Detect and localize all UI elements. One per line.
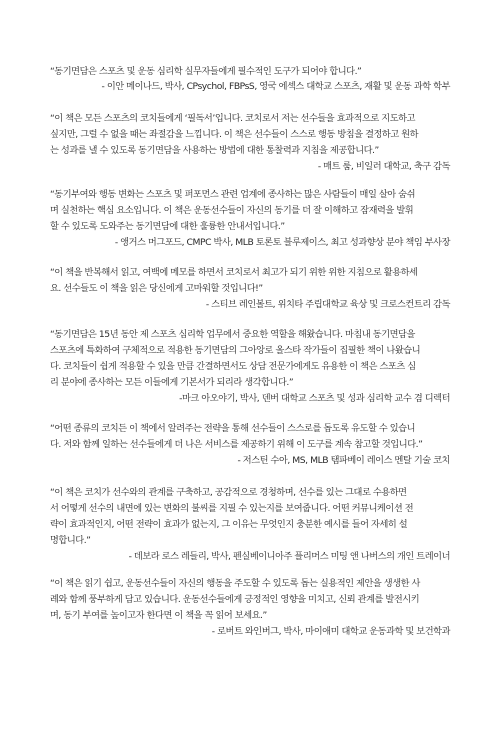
testimonial-3 [50,189,450,253]
testimonial-quote-line: “동기면담은 15년 동안 제 스포츠 심리학 업무에서 중요한 역할을 해왔습니다. 마침내 동기면담을 [50,329,415,340]
testimonial-quote-line: “이 책은 읽기 쉽고, 운동선수들이 자신의 행동을 주도할 수 있도록 돕는 실용적인 제안을 생생한 사 [50,578,420,589]
testimonial-quote-line: 명합니다.” [50,535,91,546]
testimonial-quote-line: 며 실천하는 핵심 요소입니다. 이 책은 운동선수들이 자신의 동기를 더 잘 이해하고 잠재력을 발휘 [50,205,414,216]
testimonial-1 [50,66,450,98]
testimonial-quote-line: 스포츠에 특화하여 구체적으로 적용한 동기면담의 그아앙로 올스타 작가들이 집필한 책이 나왔습니 [50,345,421,356]
testimonial-quote-line: 할 수 있도록 도와주는 동기면담에 대한 훌륭한 안내서입니다.” [50,221,285,232]
testimonial-quote-line: 다. 코치들이 쉽게 적용할 수 있을 만큼 간결하면서도 상담 전문가에게도 유용한 이 책은 스포츠 심 [50,361,416,372]
testimonial-quote-line: 싶지만, 그럴 수 없을 때는 좌절감을 느낍니다. 이 책은 선수들이 스스로 행동 방침을 결정하고 원하 [50,129,419,140]
testimonial-6 [50,423,450,471]
testimonial-attribution: - 이안 메이나드, 박사, CPsychol, FBPsS, 영국 에섹스 대학교 스포츠, 재활 및 운동 과학 학부 [101,81,450,92]
testimonial-quote-line: 리 분야에 종사하는 모든 이들에게 기본서가 되리라 생각합니다.” [50,377,294,388]
testimonial-7 [50,487,450,567]
testimonial-quote-line: 략이 효과적인지, 어떤 전략이 효과가 없는지, 그 이유는 무엇인지 충분한 예시를 들어 자세히 설 [50,519,408,530]
testimonial-quote-line: 례와 함께 풍부하게 담고 있습니다. 운동선수들에게 긍정적인 영향을 미치고, 신뢰 관계를 발전시키 [50,594,420,605]
testimonial-attribution: - 매트 룸, 비일러 대학교, 축구 감독 [317,161,450,172]
testimonial-attribution: - 저스틴 수아, MS, MLB 탬파베이 레이스 멘탈 기술 코치 [237,455,450,466]
testimonial-quote-line: “이 책은 코치가 선수와의 관계를 구축하고, 공감적으로 경청하며, 선수를 있는 그대로 수용하면 [50,487,407,498]
testimonial-8 [50,578,450,642]
testimonial-attribution: - 데보라 로스 레들리, 박사, 펜실베이니아주 플리머스 미팅 앤 나버스의 개인 트레이너 [128,551,450,562]
testimonial-quote-line: “동기부여와 행동 변화는 스포츠 및 퍼포먼스 관련 업계에 종사하는 많은 사람들이 매일 살아 숨쉬 [50,189,416,200]
testimonial-quote-line: “어떤 종류의 코치든 이 책에서 알려주는 전략을 통해 선수들이 스스로를 돕도록 유도할 수 있습니 [50,423,416,434]
testimonial-2 [50,113,450,173]
testimonial-quote-line: 는 성과를 낼 수 있도록 동기면담을 사용하는 방법에 대한 통찰력과 지침을 제공합니다.” [50,145,379,156]
testimonial-quote-line: 며, 동기 부여를 높이고자 한다면 이 책을 꼭 읽어 보세요.” [50,610,267,621]
testimonial-attribution: - 앵거스 머그포드, CMPC 박사, MLB 토론토 블루제이스, 최고 성과향상 분야 책임 부사장 [114,237,450,248]
testimonial-quote-line: 다. 저와 함께 일하는 선수들에게 더 나은 서비스를 제공하기 위해 이 도구를 계속 참고할 것입니다.” [50,439,423,450]
testimonial-attribution: - 로버트 와인버그, 박사, 마이애미 대학교 운동과학 및 보건학과 [211,626,450,637]
testimonial-attribution: -마크 아오야기, 박사, 덴버 대학교 스포츠 및 성과 심리학 교수 겸 디렉터 [179,393,450,404]
testimonial-quote-line: 서 어떻게 선수의 내면에 있는 변화의 불씨를 지필 수 있는지를 보여줍니다. 어떤 커뮤니케이션 전 [50,503,414,514]
testimonial-quote-line: “동기면담은 스포츠 및 운동 심리학 실무자들에게 필수적인 도구가 되어야 합니다.” [50,66,362,77]
testimonial-quote-line: 요. 선수들도 이 책을 읽은 당신에게 고마워할 것입니다!” [50,283,263,294]
testimonial-quote-line: “이 책을 반복해서 읽고, 여백에 메모를 하면서 코치로서 최고가 되기 위한 위한 지침으로 활용하세 [50,267,418,278]
testimonial-4 [50,267,450,315]
testimonial-5 [50,329,450,409]
testimonial-quote-line: “이 책은 모든 스포츠의 코치들에게 ‘필독서’입니다. 코치로서 저는 선수들을 효과적으로 지도하고 [50,113,416,124]
testimonial-attribution: - 스티브 레인볼트, 위치타 주립대학교 육상 및 크로스컨트리 감독 [205,299,450,310]
